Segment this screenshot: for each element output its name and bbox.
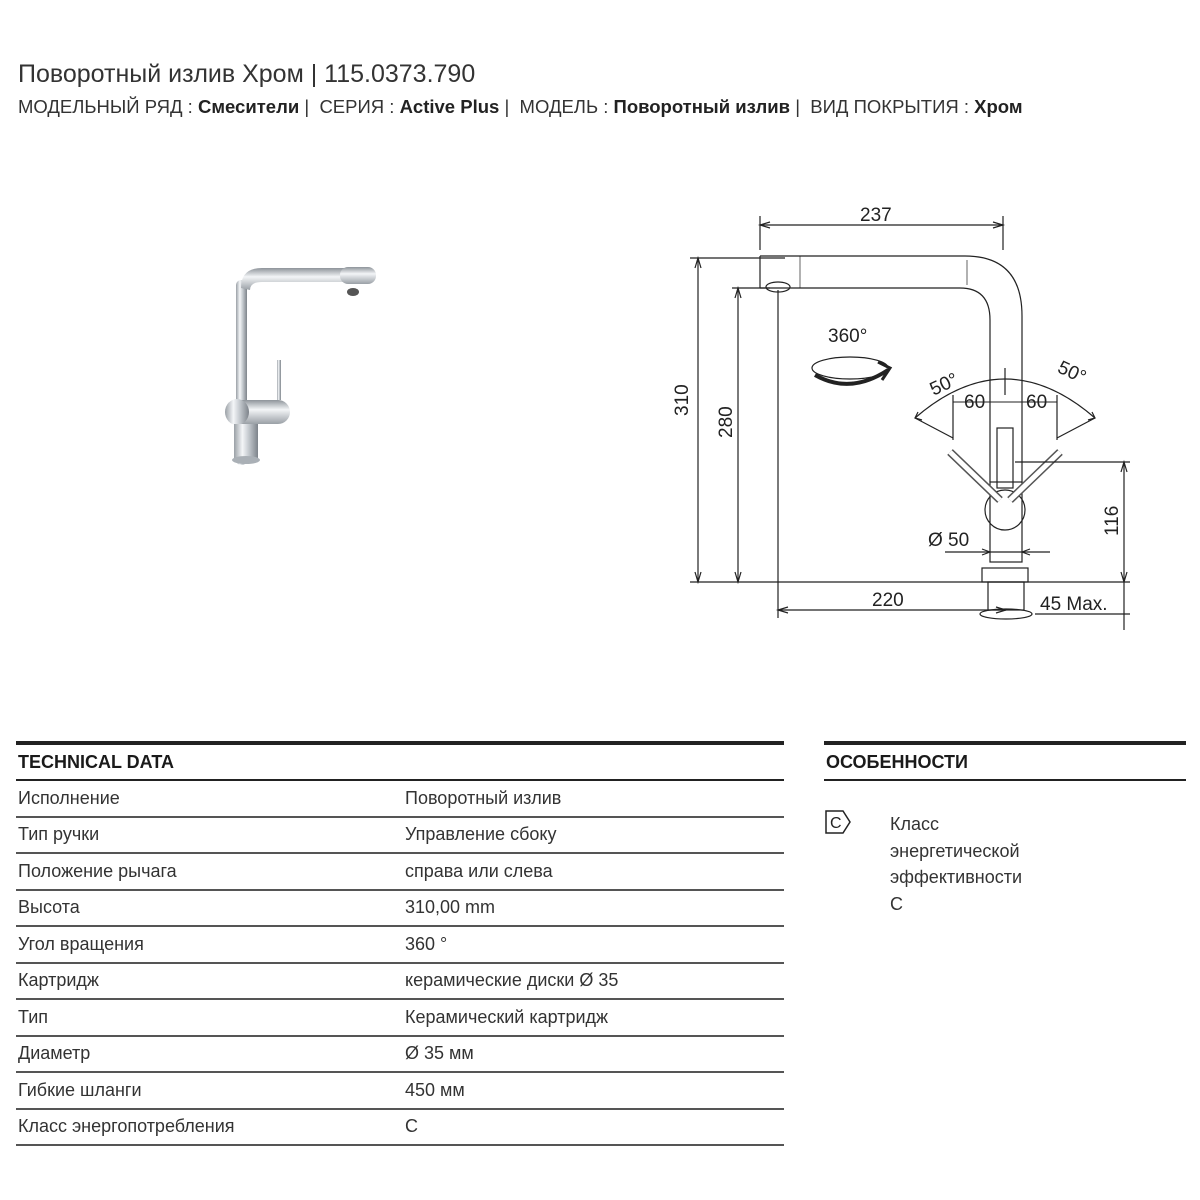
features-heading: ОСОБЕННОСТИ [824, 741, 1186, 781]
technical-data-table [16, 741, 784, 1146]
row-value: Ø 35 мм [405, 1043, 474, 1064]
table-row [16, 1110, 784, 1147]
table-row [16, 1000, 784, 1037]
meta-label: СЕРИЯ : [319, 96, 400, 117]
table-row [16, 891, 784, 928]
table-row [16, 927, 784, 964]
technical-drawing [660, 190, 1180, 640]
feature-text [890, 811, 1090, 917]
page-title: Поворотный излив Хром | 115.0373.790 [18, 60, 476, 88]
row-key: Высота [18, 897, 80, 918]
feature-line: энергетической [890, 840, 1020, 861]
row-value: 450 мм [405, 1079, 465, 1100]
row-key: Гибкие шланги [18, 1079, 142, 1100]
row-value: 310,00 mm [405, 897, 496, 918]
row-key: Класс энергопотребления [18, 1116, 235, 1137]
meta-separator: | [499, 96, 520, 117]
table-row [16, 818, 784, 855]
energy-class-c-icon [824, 809, 852, 835]
table-row [16, 781, 784, 818]
meta-label: ВИД ПОКРЫТИЯ : [810, 96, 975, 117]
product-meta [18, 96, 1023, 118]
max-thickness-label: 45 Max. [1040, 594, 1108, 615]
row-value: керамические диски Ø 35 [405, 970, 619, 991]
meta-separator: | [299, 96, 320, 117]
table-row [16, 1073, 784, 1110]
energy-class-badge-letter: C [830, 815, 842, 832]
row-key: Угол вращения [18, 933, 144, 954]
feature-item [824, 811, 1186, 921]
row-value: C [405, 1116, 418, 1137]
features-panel [824, 741, 1186, 921]
feature-line: эффективности [890, 867, 1023, 887]
row-key: Картридж [18, 970, 99, 991]
row-value: Керамический картридж [405, 1006, 609, 1027]
table-row [16, 964, 784, 1001]
row-key: Исполнение [18, 787, 120, 808]
lever-right-label: 60 [1026, 392, 1048, 413]
row-value: Поворотный излив [405, 787, 562, 808]
row-value: справа или слева [405, 860, 553, 881]
lever-left-label: 60 [964, 392, 986, 413]
angle-left-label: 50° [926, 369, 962, 401]
diameter-label: Ø 50 [928, 530, 970, 551]
table-row [16, 854, 784, 891]
product-photo [200, 240, 400, 480]
row-key: Диаметр [18, 1043, 91, 1064]
feature-line: Класс [890, 814, 939, 834]
reach-label: 220 [872, 590, 904, 611]
table-row [16, 1037, 784, 1074]
row-key: Положение рычага [18, 860, 177, 881]
dim-width-top: 237 [860, 205, 892, 226]
technical-data-heading: TECHNICAL DATA [16, 741, 784, 781]
meta-label: МОДЕЛЬНЫЙ РЯД : [18, 96, 198, 117]
dim-height-total: 310 [672, 384, 693, 416]
row-key: Тип [18, 1006, 49, 1027]
row-key: Тип ручки [18, 824, 100, 845]
angle-right-label: 50° [1054, 357, 1090, 389]
meta-value: Поворотный излив [613, 96, 791, 117]
meta-label: МОДЕЛЬ : [519, 96, 614, 117]
meta-separator: | [790, 96, 811, 117]
meta-value: Active Plus [399, 96, 500, 117]
feature-line: C [890, 893, 903, 914]
meta-value: Смесители [197, 96, 300, 117]
dim-height-spout: 280 [716, 406, 737, 438]
dim-base-height: 116 [1102, 505, 1123, 536]
row-value: 360 ° [405, 933, 448, 954]
meta-value: Хром [974, 96, 1023, 117]
row-value: Управление сбоку [405, 824, 557, 845]
rotation-label: 360° [828, 326, 868, 347]
